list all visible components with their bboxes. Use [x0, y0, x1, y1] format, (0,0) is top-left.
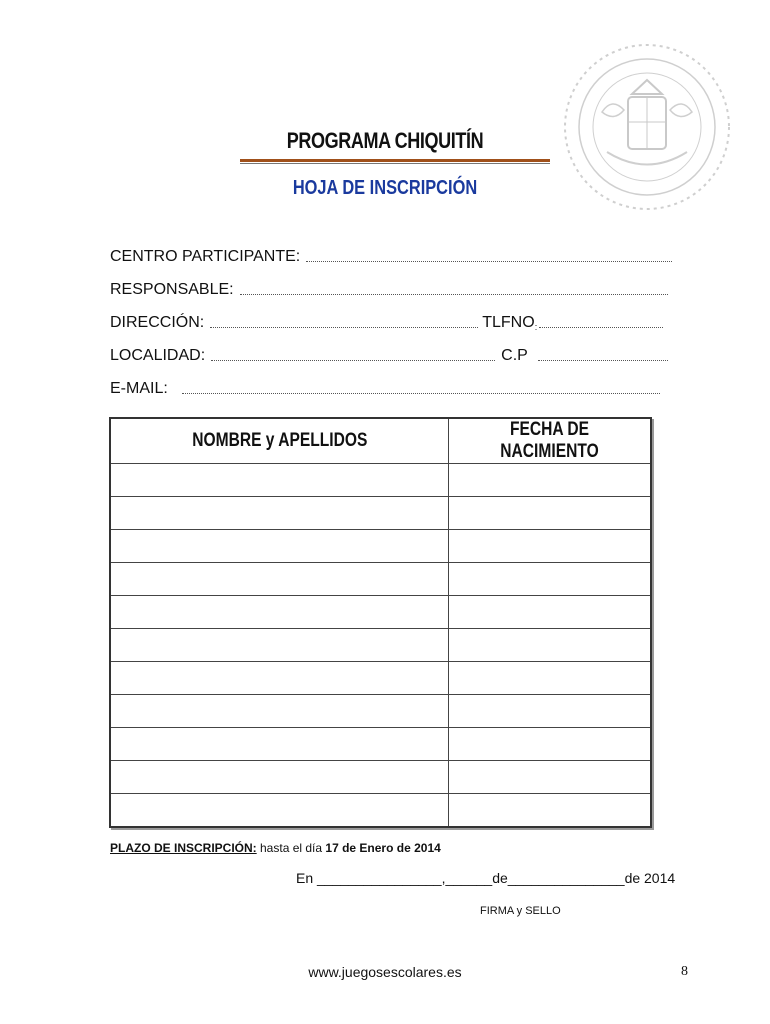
- name-cell[interactable]: [110, 761, 449, 794]
- table-row: [110, 761, 651, 794]
- registration-table: [109, 417, 652, 828]
- table-header-row: [110, 418, 651, 464]
- name-cell[interactable]: [110, 596, 449, 629]
- responsable-field[interactable]: [110, 281, 668, 299]
- birthdate-cell[interactable]: [449, 629, 652, 662]
- table-row: [110, 695, 651, 728]
- name-cell[interactable]: [110, 530, 449, 563]
- title-underline: [240, 159, 550, 162]
- name-cell[interactable]: [110, 497, 449, 530]
- email-field[interactable]: [110, 380, 660, 398]
- place-date-line[interactable]: En ________________,______de_______________de 2014: [296, 870, 676, 886]
- birthdate-cell[interactable]: [449, 761, 652, 794]
- centro-participante-field[interactable]: [110, 248, 672, 266]
- birthdate-cell[interactable]: [449, 596, 652, 629]
- birthdate-cell[interactable]: [449, 728, 652, 761]
- page-title: PROGRAMA CHIQUITÍN: [286, 128, 484, 153]
- column-header-birthdate: FECHA DE NACIMIENTO: [449, 418, 652, 464]
- table-row: [110, 662, 651, 695]
- email-label: E-MAIL:: [110, 380, 168, 397]
- deadline-text: hasta el día: [256, 841, 326, 855]
- name-cell[interactable]: [110, 662, 449, 695]
- direccion-field[interactable]: [110, 314, 663, 332]
- table-row: [110, 596, 651, 629]
- name-cell[interactable]: [110, 563, 449, 596]
- cp-line[interactable]: [538, 360, 668, 361]
- name-cell[interactable]: [110, 695, 449, 728]
- birthdate-cell[interactable]: [449, 497, 652, 530]
- responsable-line[interactable]: [240, 294, 668, 295]
- table-row: [110, 497, 651, 530]
- localidad-field[interactable]: [110, 347, 668, 365]
- birthdate-cell[interactable]: [449, 794, 652, 828]
- birthdate-cell[interactable]: [449, 563, 652, 596]
- localidad-line[interactable]: [211, 360, 495, 361]
- birthdate-cell[interactable]: [449, 662, 652, 695]
- deadline-note: [110, 841, 441, 855]
- birthdate-cell[interactable]: [449, 464, 652, 497]
- cp-label: C.P: [501, 347, 528, 364]
- table-row: [110, 728, 651, 761]
- table-row: [110, 563, 651, 596]
- tlfno-colon: :: [534, 322, 538, 332]
- birthdate-cell[interactable]: [449, 695, 652, 728]
- centro-participante-label: CENTRO PARTICIPANTE:: [110, 248, 301, 265]
- birthdate-cell[interactable]: [449, 530, 652, 563]
- name-cell[interactable]: [110, 629, 449, 662]
- signature-label: FIRMA y SELLO: [480, 905, 561, 917]
- tlfno-line[interactable]: [539, 327, 663, 328]
- deadline-label: PLAZO DE INSCRIPCIÓN:: [110, 841, 257, 855]
- column-header-name: NOMBRE y APELLIDOS: [110, 418, 449, 464]
- email-line[interactable]: [182, 393, 660, 394]
- table-row: [110, 794, 651, 828]
- localidad-label: LOCALIDAD:: [110, 347, 206, 364]
- centro-participante-line[interactable]: [306, 261, 672, 262]
- name-cell[interactable]: [110, 728, 449, 761]
- table-row: [110, 629, 651, 662]
- page-subtitle: HOJA DE INSCRIPCIÓN: [292, 177, 478, 199]
- responsable-label: RESPONSABLE:: [110, 281, 234, 298]
- deadline-date: 17 de Enero de 2014: [325, 841, 441, 855]
- tlfno-label: TLFNO: [482, 314, 535, 331]
- direccion-label: DIRECCIÓN:: [110, 314, 205, 331]
- title-underline-thin: [240, 163, 550, 164]
- direccion-line[interactable]: [210, 327, 478, 328]
- table-row: [110, 530, 651, 563]
- table-row: [110, 464, 651, 497]
- name-cell[interactable]: [110, 464, 449, 497]
- website-link[interactable]: www.juegosescolares.es: [308, 964, 462, 980]
- name-cell[interactable]: [110, 794, 449, 828]
- page-number: 8: [681, 964, 688, 979]
